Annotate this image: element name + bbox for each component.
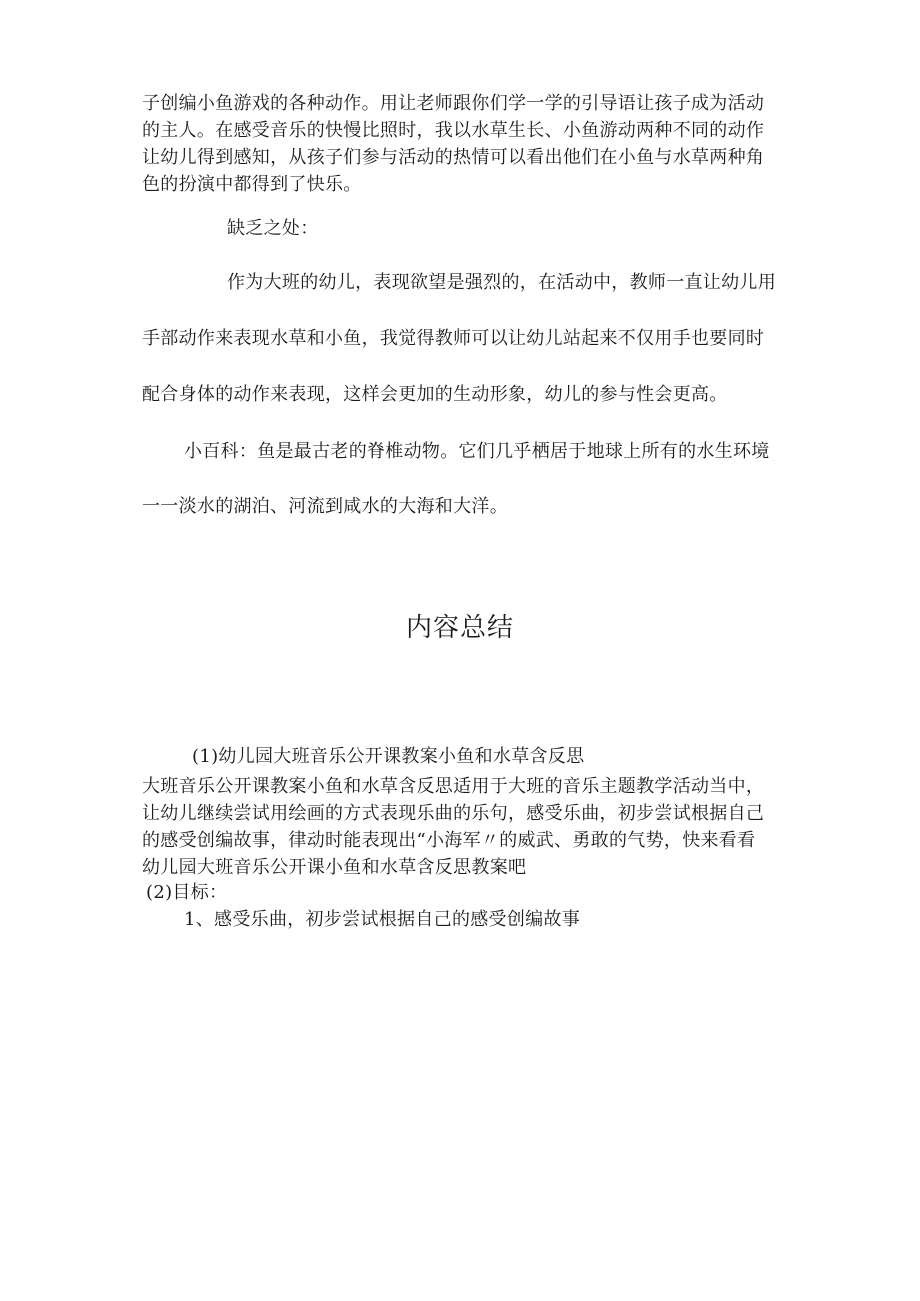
reflection-line-3: 让幼儿得到感知，从孩子们参与活动的热情可以看出他们在小鱼与水草两种角 xyxy=(142,147,765,168)
summary-item1-line-4: 幼儿园大班音乐公开课小鱼和水草含反思教案吧 xyxy=(142,857,527,878)
encyclopedia-line-1: 小百科：鱼是最古老的脊椎动物。它们几乎栖居于地球上所有的水生环境 xyxy=(184,441,770,462)
shortcoming-line-2: 手部动作来表现水草和小鱼，我觉得教师可以让幼儿站起来不仅用手也要同时 xyxy=(142,328,765,349)
reflection-line-1: 子创编小鱼游戏的各种动作。用让老师跟你们学一学的引导语让孩子成为活动 xyxy=(142,93,765,114)
shortcoming-line-1: 作为大班的幼儿，表现欲望是强烈的，在活动中，教师一直让幼儿用 xyxy=(227,272,776,293)
summary-item1-line-1: 大班音乐公开课教案小鱼和水草含反思适用于大班的音乐主题教学活动当中， xyxy=(142,776,765,797)
summary-item2-heading: (2)目标： xyxy=(146,882,228,903)
reflection-line-4: 色的扮演中都得到了快乐。 xyxy=(142,174,362,195)
encyclopedia-line-2: 一一淡水的湖泊、河流到咸水的大海和大洋。 xyxy=(142,496,508,517)
summary-item2-line-1: 1、感受乐曲，初步尝试根据自己的感受创编故事 xyxy=(184,909,581,930)
summary-item1-heading: (1)幼儿园大班音乐公开课教案小鱼和水草含反思 xyxy=(192,746,585,767)
shortcoming-heading: 缺乏之处： xyxy=(227,218,319,239)
shortcoming-line-3: 配合身体的动作来表现，这样会更加的生动形象，幼儿的参与性会更高。 xyxy=(142,384,728,405)
reflection-line-2: 的主人。在感受音乐的快慢比照时，我以水草生长、小鱼游动两种不同的动作 xyxy=(142,120,765,141)
summary-item1-line-2: 让幼儿继续尝试用绘画的方式表现乐曲的乐句，感受乐曲，初步尝试根据自己 xyxy=(142,803,765,824)
summary-item1-line-3: 的感受创编故事，律动时能表现出“小海军〃的威武、勇敢的气势，快来看看 xyxy=(142,830,756,851)
summary-title: 内容总结 xyxy=(405,613,514,643)
